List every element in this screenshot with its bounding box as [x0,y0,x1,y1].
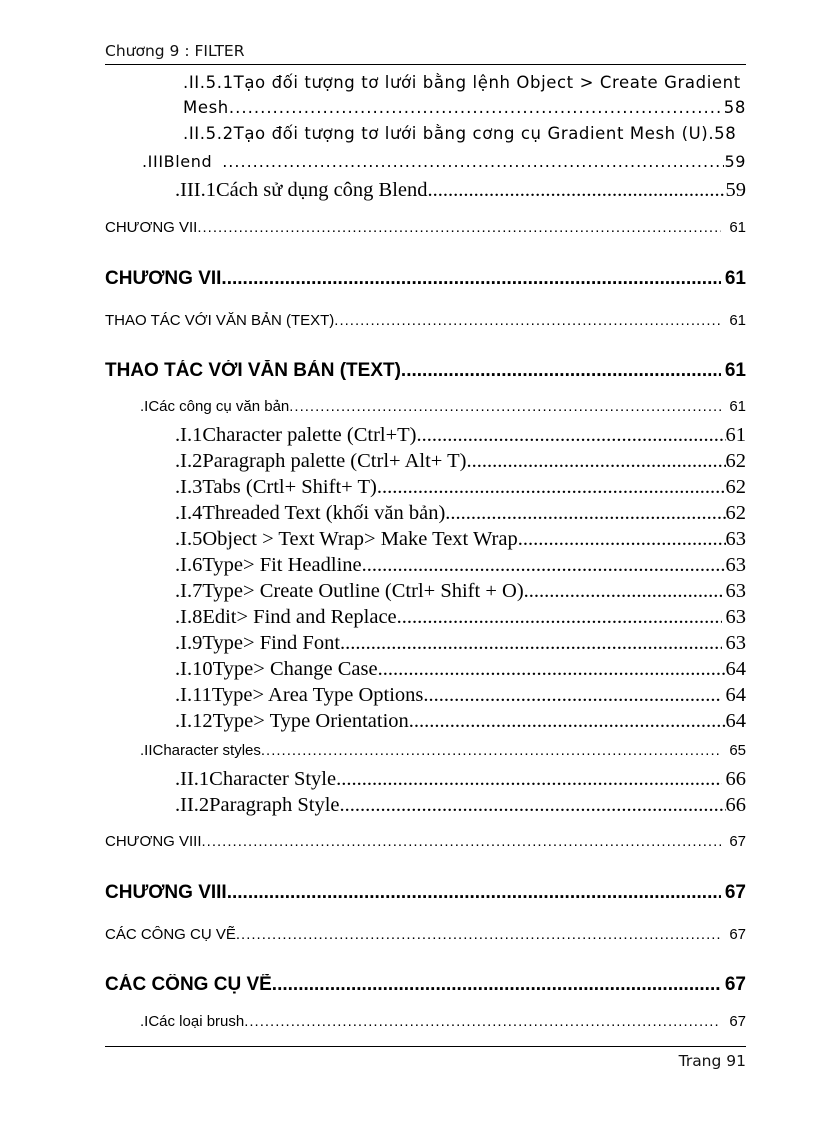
toc-entry-text: .I.1Character palette (Ctrl+T) [175,424,417,446]
toc-entry-i-10[interactable] [175,658,746,681]
toc-entry-text: CÁC CÔNG CỤ VẼ [105,974,272,995]
toc-entry-text: .II.2Paragraph Style [175,794,340,816]
toc-page-number: 63 [725,632,746,654]
toc-entry-text: .I.12Type> Type Orientation [175,710,409,732]
toc-page-number: 62 [725,476,746,498]
toc-entry-text: .II.5.2Tạo đối tượng tơ lưới bằng cơng cụ Gradient Mesh (U).58 [183,124,737,143]
toc-page-number: 59 [725,179,746,201]
toc-page-number: 64 [725,710,746,732]
toc-entry-text: .I.10Type> Change Case [175,658,378,680]
toc-entry-iii-1[interactable] [175,179,746,202]
toc-dot-leader [272,974,721,996]
toc-page-number: 67 [724,974,746,995]
toc-entry-thao-tac[interactable] [105,312,746,329]
toc-entry-text: .I.11Type> Area Type Options [175,684,424,706]
toc-page-number: 63 [725,580,746,602]
toc-entry-chuong-viii[interactable] [105,833,746,850]
toc-page-number: 66 [725,768,746,790]
toc-entry-text: CÁC CÔNG CỤ VẼ [105,926,236,943]
toc-entry-text: .I.2Paragraph palette (Ctrl+ Alt+ T) [175,450,467,472]
toc-entry-i-cong-cu[interactable] [140,398,746,415]
toc-page-number: 65 [729,742,746,759]
toc-entry-ii-character-styles[interactable] [140,742,746,759]
toc-entry-text: .I.7Type> Create Outline (Ctrl+ Shift + O) [175,580,524,602]
toc-page-number: 58 [723,98,746,117]
toc-dot-leader [409,710,726,733]
toc-entry-i-8[interactable] [175,606,746,629]
toc-entry-text: .I.8Edit> Find and Replace [175,606,397,628]
toc-entry-i-9[interactable] [175,632,746,655]
toc-entry-thao-tac-heading[interactable] [105,360,746,382]
toc-entry-text: .II.5.1Tạo đối tượng tơ lưới bằng lệnh Object > Create Gradient [183,73,741,92]
toc-entry-text: THAO TÁC VỚI VĂN BẢN (TEXT) [105,312,335,329]
toc-entry-chuong-vii-heading[interactable] [105,268,746,290]
toc-dot-leader [340,632,721,655]
toc-page-number: 61 [724,268,746,289]
toc-entry-text: CHƯƠNG VII [105,219,198,236]
toc-entry-text: .I.4Threaded Text (khối văn bản) [175,502,446,524]
toc-entry-ii-5-2[interactable] [183,124,746,143]
footer-rule [105,1046,746,1047]
toc-entry-text: .ICác loại brush [140,1013,245,1030]
toc-entry-i-1[interactable] [175,424,746,447]
toc-entry-ii-5-1-line1 [183,73,746,92]
toc-page-number: 61 [729,312,746,329]
toc-entry-cac-cong-cu-ve[interactable] [105,926,746,943]
toc-dot-leader [222,152,724,171]
toc-entry-text: .I.6Type> Fit Headline [175,554,362,576]
toc-dot-leader [417,424,726,447]
toc-page-number: 64 [725,684,746,706]
toc-entry-i-2[interactable] [175,450,746,473]
toc-dot-leader [401,360,721,382]
toc-entry-cac-cong-cu-ve-heading[interactable] [105,974,746,996]
toc-entry-i-7[interactable] [175,580,746,603]
toc-page-number: 62 [725,502,746,524]
toc-entry-text: .ICác công cụ văn bản [140,398,290,415]
toc-entry-ii-1[interactable] [175,768,746,791]
toc-entry-iii-blend[interactable] [142,152,746,171]
toc-page-number: 61 [724,360,746,381]
toc-page-number: 66 [725,794,746,816]
toc-dot-leader [289,398,721,415]
toc-entry-i-11[interactable] [175,684,746,707]
toc-entry-ii-2[interactable] [175,794,746,817]
toc-page-number: 59 [724,152,746,171]
toc-dot-leader [202,833,722,850]
toc-page-number: 67 [729,926,746,943]
toc-entry-ii-5-1-line2[interactable] [183,98,746,117]
toc-dot-leader [221,268,720,290]
toc-dot-leader [524,580,722,603]
toc-entry-text: THAO TÁC VỚI VĂN BẢN (TEXT) [105,360,401,381]
toc-entry-text: .II.1Character Style [175,768,337,790]
toc-dot-leader [445,502,725,525]
toc-dot-leader [261,742,721,759]
toc-entry-text: .IIIBlend [142,152,213,171]
toc-dot-leader [336,768,721,791]
toc-page-number: 62 [725,450,746,472]
toc-entry-text: CHƯƠNG VIII [105,833,202,850]
toc-dot-leader [244,1013,721,1030]
toc-entry-i-5[interactable] [175,528,746,551]
toc-entry-i-12[interactable] [175,710,746,733]
toc-entry-text: .I.3Tabs (Crtl+ Shift+ T) [175,476,377,498]
toc-page-number: 61 [725,424,746,446]
toc-entry-text: .I.9Type> Find Font [175,632,341,654]
toc-dot-leader [227,882,721,904]
toc-page-number: 67 [729,833,746,850]
toc-dot-leader [334,312,721,329]
toc-page-number: 67 [724,882,746,903]
toc-page-number: 61 [729,219,746,236]
toc-dot-leader [466,450,725,473]
toc-page-number: 63 [725,554,746,576]
toc-entry-text: CHƯƠNG VII [105,268,222,289]
toc-dot-leader [378,658,726,681]
toc-page-number: 64 [725,658,746,680]
toc-entry-i-6[interactable] [175,554,746,577]
toc-page-number: 63 [725,606,746,628]
toc-entry-text: .IICharacter styles [140,742,261,759]
toc-entry-text: .III.1Cách sử dụng công Blend [175,179,428,201]
toc-entry-i-4[interactable] [175,502,746,525]
toc-dot-leader [362,554,726,577]
toc-entry-chuong-vii[interactable] [105,219,746,236]
toc-entry-chuong-viii-heading[interactable] [105,882,746,904]
toc-page-number: 63 [725,528,746,550]
toc-dot-leader [428,179,726,202]
page-number-label: Trang 91 [678,1052,746,1070]
toc-dot-leader [236,926,721,943]
toc-entry-i-cac-loai-brush[interactable] [140,1013,746,1030]
toc-dot-leader [423,684,721,707]
toc-dot-leader [229,98,724,117]
toc-entry-i-3[interactable] [175,476,746,499]
toc-dot-leader [377,476,726,499]
toc-dot-leader [197,219,721,236]
toc-dot-leader [397,606,722,629]
toc-entry-text: CHƯƠNG VIII [105,882,227,903]
toc-entry-text: .I.5Object > Text Wrap> Make Text Wrap [175,528,518,550]
toc-page-number: 61 [729,398,746,415]
toc-page-number: 67 [729,1013,746,1030]
toc-dot-leader [340,794,726,817]
toc-entry-text: Mesh [183,98,229,117]
chapter-header-title: Chương 9 : FILTER [105,42,245,60]
toc-dot-leader [518,528,726,551]
